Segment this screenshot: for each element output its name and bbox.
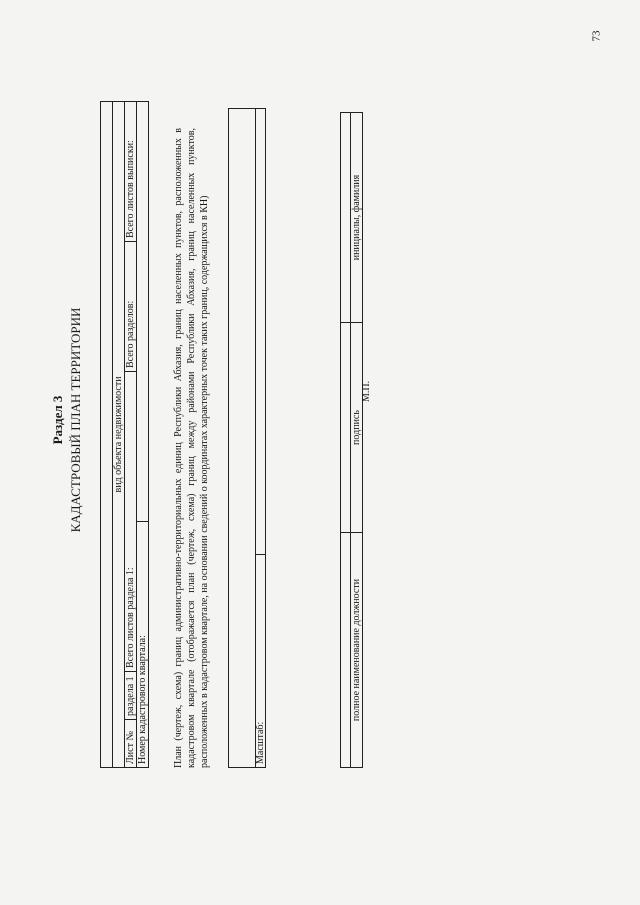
section-1-cell: раздела 1 [125,672,137,720]
header-row-object-type [113,101,125,767]
object-type-cell: вид объекта недвижимости [113,101,125,767]
header-table [100,101,149,768]
initials-field[interactable] [341,113,351,323]
section-subtitle: КАДАСТРОВЫЙ ПЛАН ТЕРРИТОРИИ [68,307,83,533]
plan-frame [228,108,266,768]
scale-value-divider [255,554,265,555]
signature-table [340,112,363,768]
signature-caption-row [351,113,363,768]
sheets-in-section-cell: Всего листов раздела 1: [125,372,137,672]
position-caption: полное наименование должности [351,533,363,768]
header-row-quarter [137,101,149,767]
quarter-number-cell: Номер кадастрового квартала: [137,522,149,768]
quarter-number-value[interactable] [137,101,149,521]
signature-field[interactable] [341,323,351,533]
header-empty-cell [101,101,113,767]
page-number: 73 [590,30,603,42]
signature-caption: подпись [351,323,363,533]
scale-label: Масштаб: [255,721,266,764]
position-field[interactable] [341,533,351,768]
signature-fill-row [341,113,351,768]
total-sections-cell: Всего разделов: [125,242,137,372]
sheet-no-cell: Лист № [125,720,137,768]
rotated-sheet [50,50,380,790]
section-title: Раздел 3 [50,395,65,445]
stamp-label: М.П. [361,380,372,402]
header-row-sheets [125,101,137,767]
plan-scale-divider-line [255,109,256,767]
total-sheets-cell: Всего листов выписки: [125,101,137,241]
initials-caption: инициалы, фамилия [351,113,363,323]
header-row-empty [101,101,113,767]
plan-description: План (чертеж, схема) границ административно-территориальных единиц Республики Абхазия, границ населенных пунктов, расположенных в кадастровом квартале (отображается план (чертеж, схема) границ между районами Республики Абхазия, границ населенных пунктов, расположенных в кадастровом квартале, на основании сведений о координатах характерных точек таких границ, содержащихся в КН) [173,128,210,768]
